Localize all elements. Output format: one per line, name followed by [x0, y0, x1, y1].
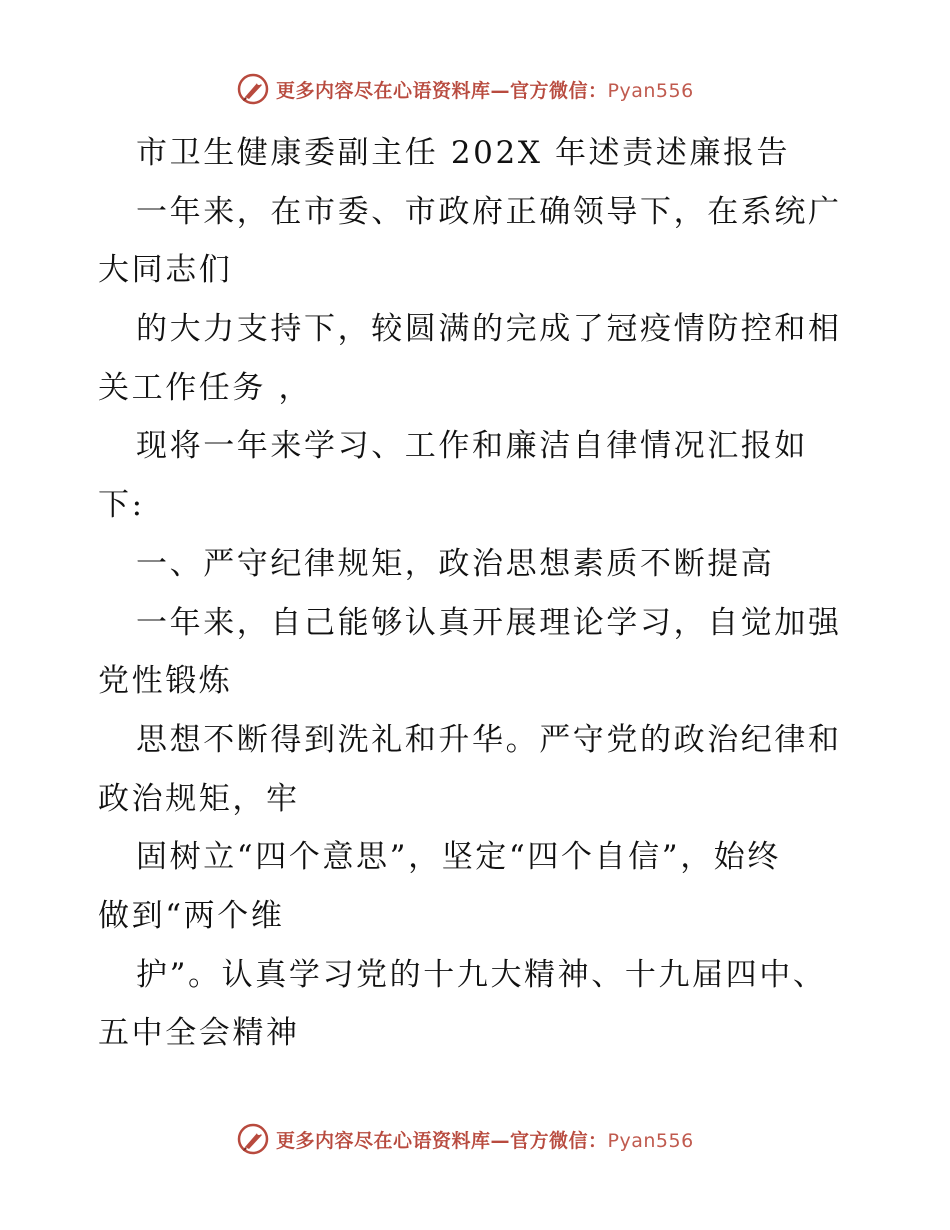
- document-line: 大同志们: [98, 252, 233, 289]
- document-line: 做到“两个维: [98, 897, 285, 934]
- document-line: 思想不断得到洗礼和升华。严守党的政治纪律和: [136, 721, 842, 758]
- header-watermark: [236, 72, 694, 106]
- document-line: 党性锻炼: [98, 663, 233, 700]
- watermark-text: [276, 1126, 694, 1153]
- document-line: 固树立“四个意思”，坚定“四个自信”，始终: [136, 839, 781, 876]
- document-line: 五中全会精神: [98, 1015, 300, 1052]
- document-body: [98, 124, 868, 1063]
- watermark-wechat-id: Pyan556: [607, 1129, 694, 1152]
- footer-watermark: [236, 1122, 694, 1156]
- document-line: 政治规矩，牢: [98, 780, 300, 817]
- document-line: 一年来，自己能够认真开展理论学习，自觉加强: [136, 604, 842, 641]
- document-line: 下:: [98, 487, 145, 524]
- watermark-label: 更多内容尽在心语资料库—官方微信：: [276, 1129, 608, 1152]
- pen-logo-icon: [236, 72, 270, 106]
- document-line: 一、严守纪律规矩，政治思想素质不断提高: [136, 545, 775, 582]
- watermark-wechat-id: Pyan556: [607, 79, 694, 102]
- document-line: 一年来，在市委、市政府正确领导下，在系统广: [136, 193, 842, 230]
- pen-logo-icon: [236, 1122, 270, 1156]
- document-line: 关工作任务 ，: [98, 369, 313, 406]
- document-line: 现将一年来学习、工作和廉洁自律情况汇报如: [136, 428, 808, 465]
- document-line: 的大力支持下，较圆满的完成了冠疫情防控和相: [136, 311, 842, 348]
- watermark-label: 更多内容尽在心语资料库—官方微信：: [276, 79, 608, 102]
- document-line: 护”。认真学习党的十九大精神、十九届四中、: [136, 956, 827, 993]
- document-line: 市卫生健康委副主任 202X 年述责述廉报告: [136, 135, 791, 171]
- watermark-text: [276, 76, 694, 103]
